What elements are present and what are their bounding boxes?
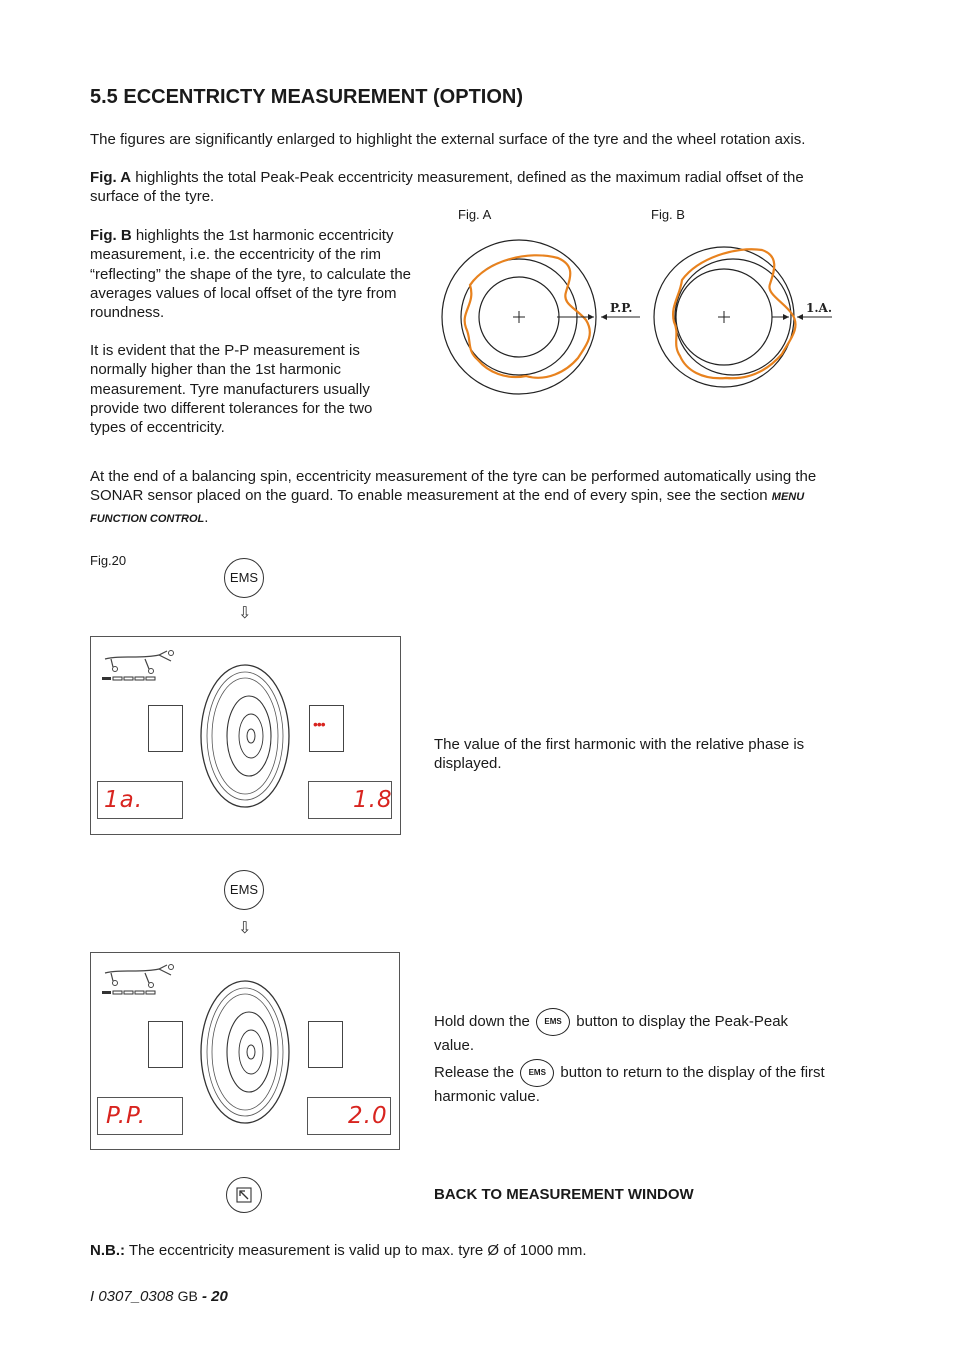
release-text-a: Release the <box>434 1063 515 1081</box>
eccentricity-figures <box>436 232 846 402</box>
fig-b-text: highlights the 1st harmonic eccentricity measurement, i.e. the eccentricity of the rim “reflecting” the shape of the tyre, to calculate the averages values of local offset of the tyre from roundness. <box>90 227 412 322</box>
page-title: 5.5 ECCENTRICTY MEASUREMENT (OPTION) <box>90 86 523 108</box>
hold-text-a: Hold down the <box>434 1012 530 1030</box>
tyre-icon <box>199 663 291 809</box>
fig-b-diagram <box>654 247 832 387</box>
left-indicator-box <box>148 705 183 752</box>
fig-a-label: Fig. A <box>458 207 492 222</box>
hold-text-b: button to display the Peak-Peak value. <box>434 1012 789 1054</box>
ems-inline-button-2: EMS <box>520 1059 554 1087</box>
back-arrow-icon <box>227 1178 261 1212</box>
left-indicator-box-2 <box>148 1021 183 1068</box>
display-panel-1 <box>90 636 401 835</box>
right-display-2 <box>307 1097 391 1135</box>
page-number: 20 <box>211 1288 228 1305</box>
phase-dots: ••• <box>313 716 325 732</box>
fig-b-mark: 1.A. <box>806 301 833 315</box>
release-paragraph <box>434 1059 829 1106</box>
fig-a-mark: P.P. <box>610 301 633 315</box>
fig-a-paragraph <box>90 168 820 207</box>
ems-button-2[interactable]: EMS <box>224 870 264 910</box>
hold-paragraph <box>434 1008 829 1055</box>
fig-b-paragraph <box>90 226 420 322</box>
right-display-value: 1.8 <box>353 787 393 813</box>
footer-sep: - <box>197 1288 212 1305</box>
fig-b-label: Fig. B <box>651 207 685 222</box>
spin-paragraph <box>90 467 820 529</box>
ems-button[interactable]: EMS <box>224 558 264 598</box>
footer-lang: GB <box>177 1288 198 1304</box>
arrow-down-icon-2: ⇩ <box>238 920 252 937</box>
left-display-2 <box>97 1097 183 1135</box>
evident-paragraph: It is evident that the P-P measurement is normally higher than the 1st harmonic measurement. Tyre manufacturers usually provide two different tolerances for the two types of eccentricity. <box>90 342 373 437</box>
nb-paragraph <box>90 1241 830 1260</box>
nb-bold: N.B.: <box>90 1242 125 1259</box>
panel1-description: The value of the first harmonic with the relative phase is displayed. <box>434 736 805 773</box>
right-display <box>308 781 392 819</box>
fig-a-bold: Fig. A <box>90 169 132 186</box>
right-indicator-box-2 <box>308 1021 343 1068</box>
right-display-value-2: 2.0 <box>348 1103 388 1129</box>
fig-a-text: highlights the total Peak-Peak eccentricity measurement, defined as the maximum radial offset of the surface of the tyre. <box>90 169 804 206</box>
back-label: BACK TO MEASUREMENT WINDOW <box>434 1186 694 1203</box>
nb-text: The eccentricity measurement is valid up to max. tyre Ø of 1000 mm. <box>125 1242 587 1259</box>
left-display <box>97 781 183 819</box>
intro-paragraph: The figures are significantly enlarged to highlight the external surface of the tyre and the wheel rotation axis. <box>90 131 806 148</box>
arrow-down-icon: ⇩ <box>238 605 252 622</box>
display-panel-2 <box>90 952 400 1150</box>
spin-text: At the end of a balancing spin, eccentricity measurement of the tyre can be performed automatically using the SONAR sensor placed on the guard. To enable measurement at the end of every spin, see the section <box>90 468 817 505</box>
fig20-label: Fig.20 <box>90 553 127 568</box>
spin-end: . <box>204 508 209 526</box>
back-button[interactable] <box>226 1177 262 1213</box>
machine-logo-icon <box>101 647 181 683</box>
left-display-value-2: P.P. <box>106 1103 147 1129</box>
machine-logo-icon-2 <box>101 961 181 997</box>
footer-code: I 0307_0308 <box>90 1288 174 1305</box>
ems-inline-button: EMS <box>536 1008 570 1036</box>
menu-function-control-ref: MENU FUNCTION CONTROL <box>90 491 805 525</box>
right-indicator-box <box>309 705 344 752</box>
left-display-value: 1a. <box>104 787 144 813</box>
fig-b-bold: Fig. B <box>90 227 132 244</box>
fig-a-diagram <box>442 240 640 394</box>
fig-b-outline <box>673 249 795 378</box>
tyre-icon-2 <box>199 979 291 1125</box>
release-text-b: button to return to the display of the first harmonic value. <box>434 1063 825 1105</box>
page-footer <box>90 1288 228 1305</box>
